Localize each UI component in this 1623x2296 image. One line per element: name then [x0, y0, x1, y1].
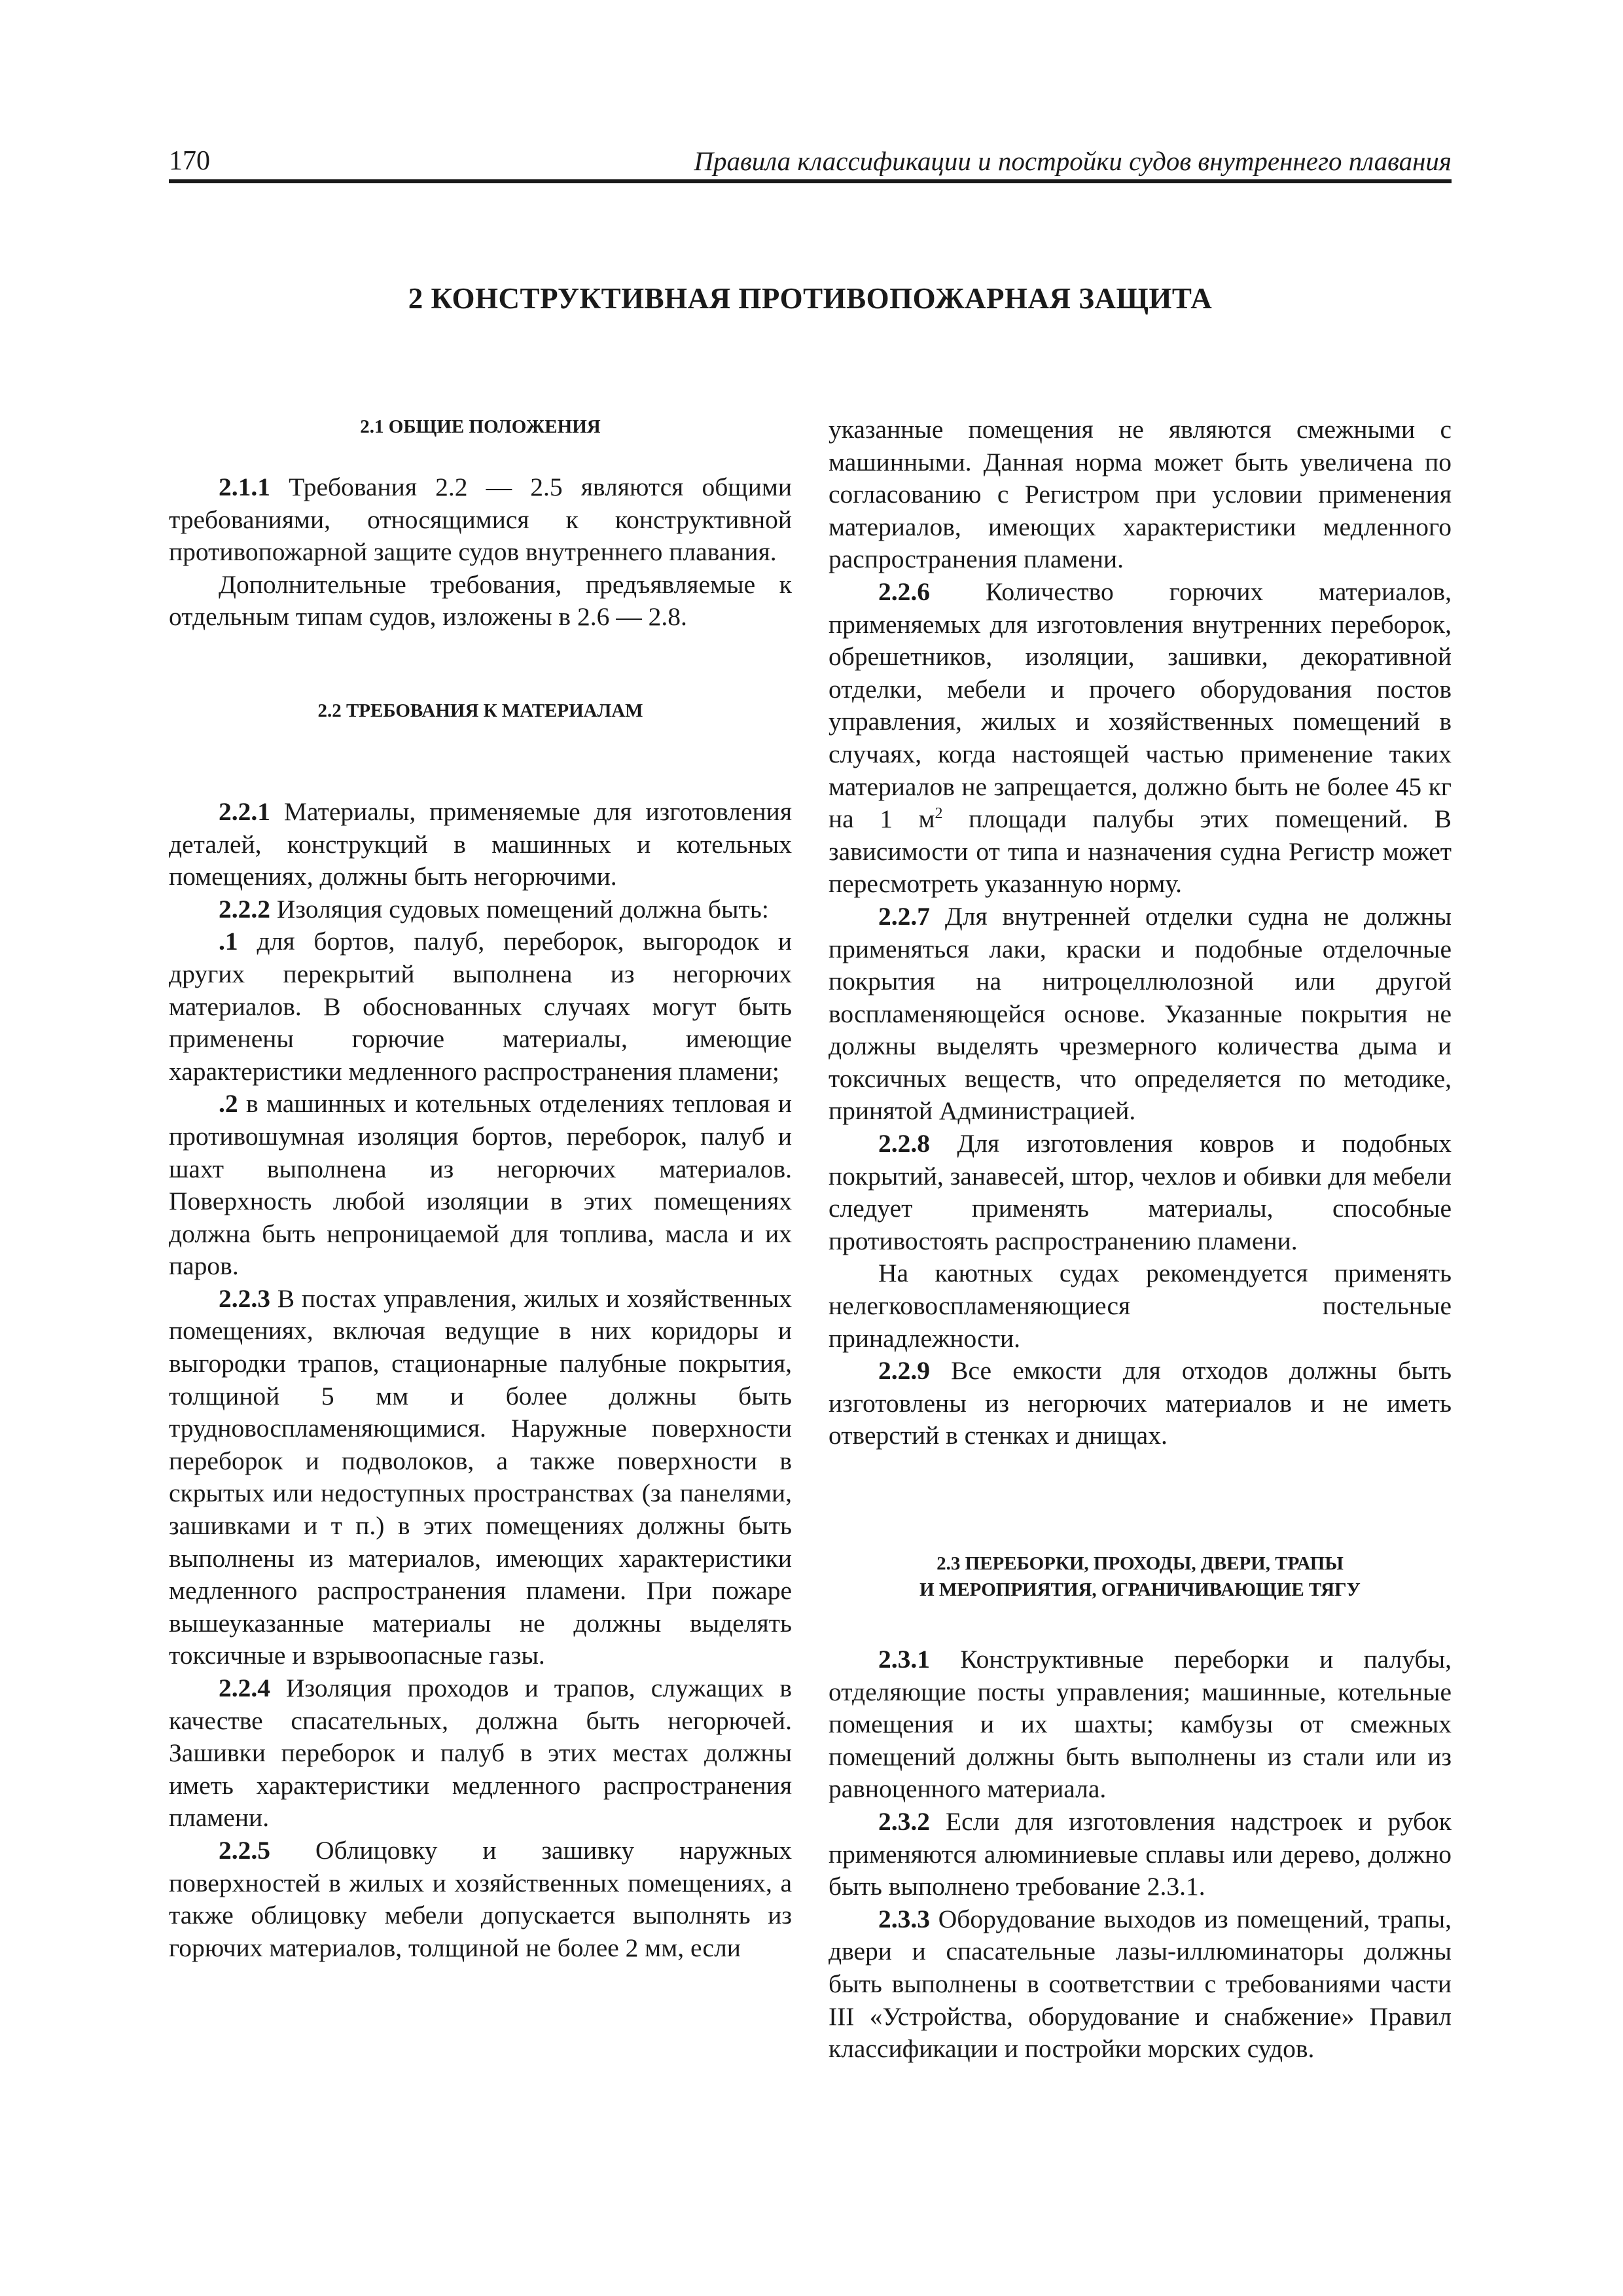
- paragraph-2-1-1: [169, 471, 792, 569]
- paragraph-number: 2.2.9: [878, 1356, 930, 1386]
- paragraph-text: Конструктивные переборки и палубы, отделяющие посты управления; машинные, котельные помещения и их шахты; камбузы от смежных помещений должны быть выполнены из стали или из равноценного материала.: [829, 1645, 1452, 1804]
- paragraph-number: 2.2.8: [878, 1129, 930, 1158]
- paragraph-2-2-1: [169, 796, 792, 893]
- paragraph-number: 2.2.5: [219, 1835, 270, 1865]
- paragraph-text: Требования 2.2 — 2.5 являются общими требованиями, относящимися к конструктивной противопожарной защите судов внутреннего плавания.: [169, 473, 792, 567]
- paragraph-text: В постах управления, жилых и хозяйственных помещениях, включая ведущие в них коридоры и выгородки трапов, стационарные палубные покрытия, толщиной 5 мм и более должны быть трудновоспламеняющимися. Наружные поверхности переборок и подволоков, а также поверхности в скрытых или недоступных пространствах (за панелями, зашивками и т п.) в этих помещениях должны быть выполнены из материалов, имеющих характеристики медленного распространения пламени. При пожаре вышеуказанные материалы не должны выделять токсичные и взрывоопасные газы.: [169, 1283, 792, 1670]
- paragraph-2-2-5-continued: указанные помещения не являются смежными с машинными. Данная норма может быть увеличена по согласованию с Регистром при условии применения материалов, имеющих характеристики медленного распространения пламени.: [829, 415, 1452, 574]
- paragraph-2-2-4: [169, 1672, 792, 1835]
- paragraph-2-2-7: [829, 901, 1452, 1128]
- running-title: Правила классификации и постройки судов внутреннего плавания: [694, 146, 1452, 176]
- section-2-3-title: [829, 1551, 1452, 1603]
- paragraph-text: Материалы, применяемые для изготовления деталей, конструкций в машинных и котельных помещениях, должны быть негорючими.: [169, 797, 792, 891]
- section-2-2-title: 2.2 ТРЕБОВАНИЯ К МАТЕРИАЛАМ: [317, 700, 643, 721]
- paragraph-text: Для изготовления ковров и подобных покрытий, занавесей, штор, чехлов и обивки для мебели следует применять материалы, способные противостоять распространению пламени.: [829, 1129, 1452, 1255]
- paragraph-2-2-8: [829, 1128, 1452, 1257]
- item-number: .2: [219, 1089, 238, 1119]
- section-2-1-title: 2.1 ОБЩИЕ ПОЛОЖЕНИЯ: [360, 416, 601, 437]
- paragraph-2-2-5: [169, 1835, 792, 1964]
- paragraph-2-3-3: [829, 1903, 1452, 2066]
- paragraph-text: площади палубы этих помещений. В зависимости от типа и назначения судна Регистр может пересмотреть указанную норму.: [829, 804, 1452, 899]
- paragraph-number: 2.2.1: [219, 797, 270, 826]
- paragraph-2-2-2-item-2: [169, 1088, 792, 1283]
- paragraph-text: для бортов, палуб, переборок, выгородок и других перекрытий выполнена из негорючих материалов. В обоснованных случаях могут быть применены горючие материалы, имеющие характеристики медленного распространения пламени;: [169, 927, 792, 1086]
- paragraph-number: 2.2.4: [219, 1674, 270, 1702]
- right-column: [829, 414, 1452, 2066]
- section-2-3-title-line-1: 2.3 ПЕРЕБОРКИ, ПРОХОДЫ, ДВЕРИ, ТРАПЫ: [936, 1553, 1344, 1574]
- paragraph-number: 2.1.1: [219, 473, 270, 501]
- left-column: [169, 414, 792, 1964]
- paragraph-text: Оборудование выходов из помещений, трапы, двери и спасательные лазы-иллюминаторы должны быть выполнены в соответствии с требованиями части III «Устройства, оборудование и снабжение» Правил классификации и постройки морских судов.: [829, 1904, 1452, 2064]
- paragraph-number: 2.3.2: [878, 1806, 930, 1836]
- paragraph-number: 2.3.1: [878, 1645, 930, 1674]
- page-header: [169, 143, 1452, 183]
- paragraph-2-1-1-supplement: Дополнительные требования, предъявляемые к отдельным типам судов, изложены в 2.6 — 2.8.: [169, 569, 792, 632]
- chapter-title: 2 КОНСТРУКТИВНАЯ ПРОТИВОПОЖАРНАЯ ЗАЩИТА: [408, 282, 1213, 315]
- paragraph-2-2-8-supplement: На каютных судах рекомендуется применять нелегковоспламеняющиеся постельные принадлежности.: [829, 1259, 1452, 1353]
- page-number: 170: [169, 146, 210, 176]
- paragraph-text: Изоляция судовых помещений должна быть:: [270, 894, 769, 924]
- paragraph-text: Если для изготовления надстроек и рубок применяются алюминиевые сплавы или дерево, должно быть выполнено требование 2.3.1.: [829, 1806, 1452, 1901]
- paragraph-number: 2.2.2: [219, 894, 270, 924]
- paragraph-2-3-1: [829, 1643, 1452, 1806]
- paragraph-2-2-2-item-1: [169, 925, 792, 1088]
- superscript: 2: [935, 804, 943, 822]
- paragraph-text: Облицовку и зашивку наружных поверхностей в жилых и хозяйственных помещениях, а также облицовку мебели допускается выполнять из горючих материалов, толщиной не более 2 мм, если: [169, 1835, 792, 1962]
- paragraph-text: в машинных и котельных отделениях тепловая и противошумная изоляция бортов, переборок, палуб и шахт выполнена из негорючих материалов. Поверхность любой изоляции в этих помещениях должна быть непроницаемой для топлива, масла и их паров.: [169, 1089, 792, 1281]
- paragraph-text: Изоляция проходов и трапов, служащих в качестве спасательных, должна быть негорючей. Зашивки переборок и палуб в этих местах должны иметь характеристики медленного распространения пламени.: [169, 1674, 792, 1833]
- paragraph-2-2-9: [829, 1355, 1452, 1452]
- section-2-3-title-line-2: И МЕРОПРИЯТИЯ, ОГРАНИЧИВАЮЩИЕ ТЯГУ: [919, 1579, 1361, 1600]
- paragraph-text: Для внутренней отделки судна не должны применяться лаки, краски и подобные отделочные покрытия на нитроцеллюлозной или другой воспламеняющейся основе. Указанные покрытия не должны выделять чрезмерного количества дыма и токсичных веществ, что определяется по методике, принятой Администрацией.: [829, 901, 1452, 1126]
- paragraph-2-2-3: [169, 1283, 792, 1672]
- paragraph-text: Все емкости для отходов должны быть изготовлены из негорючих материалов и не иметь отверстий в стенках и днищах.: [829, 1356, 1452, 1450]
- paragraph-number: 2.2.7: [878, 901, 930, 931]
- paragraph-2-2-6: [829, 576, 1452, 901]
- paragraph-2-2-2: [169, 893, 792, 926]
- paragraph-number: 2.3.3: [878, 1904, 930, 1933]
- paragraph-number: 2.2.6: [878, 577, 930, 606]
- item-number: .1: [219, 927, 238, 956]
- paragraph-number: 2.2.3: [219, 1283, 270, 1313]
- paragraph-text: Количество горючих материалов, применяемых для изготовления внутренних переборок, обрешетников, изоляции, зашивки, декоративной отделки, мебели и прочего оборудования постов управления, жилых и хозяйственных помещений в случаях, когда настоящей частью применение таких материалов не запрещается, должно быть не более 45 кг на 1 м: [829, 577, 1452, 834]
- paragraph-2-3-2: [829, 1806, 1452, 1903]
